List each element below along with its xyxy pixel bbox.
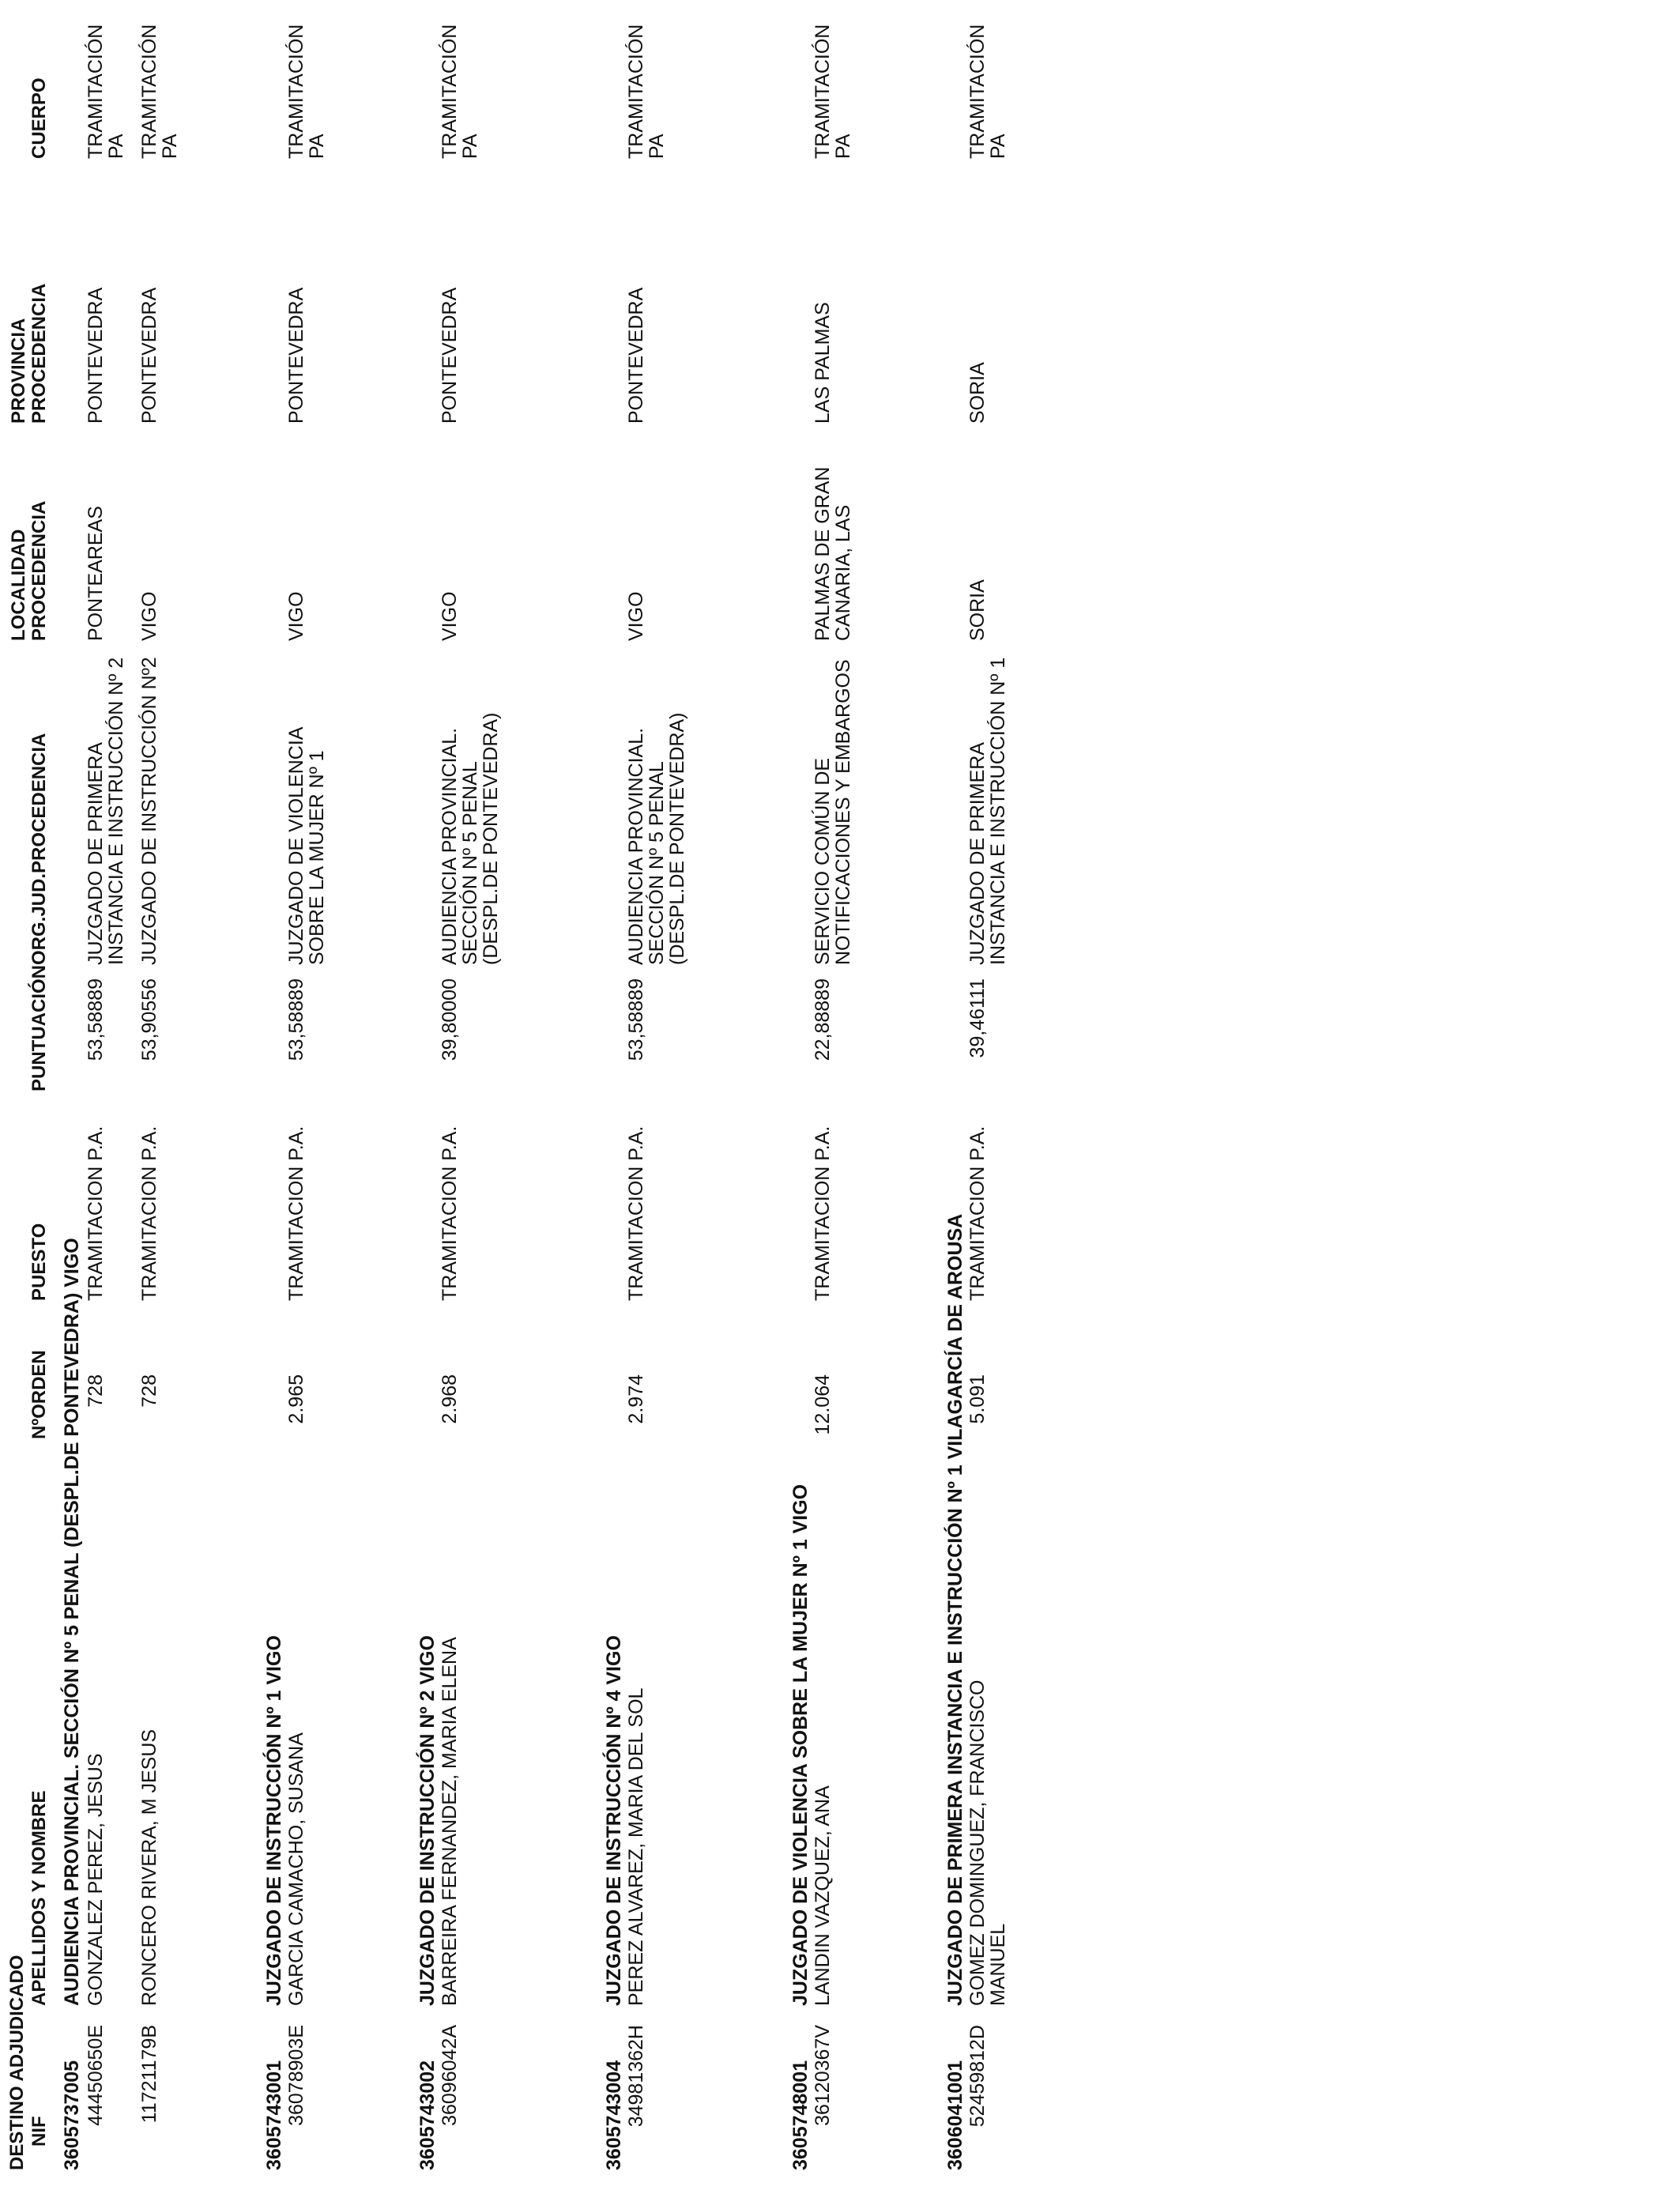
cell-provincia: SORIA [966,362,989,424]
cell-cuerpo-line-2: PA [105,134,127,159]
group-code: 3605743001 [263,2060,285,2170]
group-name: JUZGADO DE PRIMERA INSTANCIA E INSTRUCCIÓN Nº 1 VILAGARCÍA DE AROUSA [944,1213,966,2006]
cell-localidad: VIGO [285,591,307,641]
cell-puntuacion: 53,58889 [285,978,307,1061]
cell-org-line-1: SERVICIO COMÚN DE [812,757,834,965]
group-code: 3605743004 [603,2060,625,2170]
cell-apellidos-line-1: GOMEZ DOMINGUEZ, FRANCISCO [966,1679,989,2006]
cell-cuerpo-line-2: PA [987,134,1009,159]
cell-apellidos: GARCIA CAMACHO, SUSANA [285,1732,307,2006]
cell-provincia: PONTEVEDRA [439,287,461,424]
cell-puesto: TRAMITACION P.A. [625,1125,647,1301]
cell-localidad: PONTEAREAS [85,506,107,641]
cell-provincia: PONTEVEDRA [138,287,160,424]
cell-apellidos: RONCERO RIVERA, M JESUS [138,1728,160,2006]
group-name: JUZGADO DE INSTRUCCIÓN Nº 2 VIGO [416,1635,439,2006]
cell-puesto: TRAMITACION P.A. [439,1125,461,1301]
cell-apellidos: PEREZ ALVAREZ, MARIA DEL SOL [625,1687,647,2006]
header-title: DESTINO ADJUDICADO [6,1955,28,2170]
cell-norden: 2.968 [439,1374,461,1424]
cell-org-line-1: JUZGADO DE INSTRUCCIÓN Nº2 [138,657,160,965]
cell-nif: 36120367V [812,2025,834,2126]
cell-apellidos-line-2: MANUEL [987,1923,1009,2006]
col-header-nif: NIF [28,2116,50,2147]
cell-cuerpo-line-1: TRAMITACIÓN [85,24,107,159]
cell-provincia: PONTEVEDRA [85,287,107,424]
cell-org-line-3: (DESPL.DE PONTEVEDRA) [480,712,502,965]
cell-nif: 34981362H [625,2025,647,2128]
col-header-localidad-1: LOCALIDAD [8,529,29,641]
cell-org-line-2: INSTANCIA E INSTRUCCIÓN Nº 1 [987,657,1009,965]
cell-cuerpo-line-1: TRAMITACIÓN [812,24,834,159]
cell-provincia: LAS PALMAS [812,302,834,424]
cell-cuerpo-line-2: PA [306,134,328,159]
cell-cuerpo-line-2: PA [159,134,181,159]
cell-puesto: TRAMITACION P.A. [138,1125,160,1301]
cell-org-line-1: JUZGADO DE PRIMERA [85,742,107,965]
cell-puesto: TRAMITACION P.A. [812,1125,834,1301]
cell-norden: 2.965 [285,1374,307,1424]
cell-puntuacion: 53,58889 [625,978,647,1061]
cell-norden: 728 [138,1374,160,1408]
group-code: 3606041001 [944,2060,966,2170]
col-header-org: ORG.JUD.PROCEDENCIA [28,733,50,965]
cell-org-line-1: AUDIENCIA PROVINCIAL. [439,727,461,965]
cell-org-line-1: JUZGADO DE VIOLENCIA [285,726,307,965]
cell-localidad: VIGO [625,591,647,641]
cell-norden: 728 [85,1374,107,1408]
cell-nif: 44450650E [85,2025,107,2126]
cell-org-line-1: JUZGADO DE PRIMERA [966,742,989,965]
cell-org-line-2: INSTANCIA E INSTRUCCIÓN Nº 2 [105,657,127,965]
cell-localidad-line-1: PALMAS DE GRAN [812,466,834,641]
cell-puntuacion: 39,46111 [966,978,989,1058]
group-code: 3605737005 [61,2060,83,2170]
cell-norden: 12.064 [812,1374,834,1435]
cell-puesto: TRAMITACION P.A. [966,1125,989,1301]
cell-nif: 11721179B [138,2025,160,2124]
cell-localidad: VIGO [439,591,461,641]
cell-nif: 36096042A [439,2025,461,2126]
cell-cuerpo-line-1: TRAMITACIÓN [138,24,160,159]
cell-norden: 5.091 [966,1374,989,1424]
cell-localidad: SORIA [966,579,989,641]
cell-org-line-2: NOTIFICACIONES Y EMBARGOS [832,659,854,965]
cell-norden: 2.974 [625,1374,647,1424]
cell-provincia: PONTEVEDRA [625,287,647,424]
cell-puesto: TRAMITACION P.A. [85,1125,107,1301]
cell-localidad-line-2: CANARIA, LAS [832,504,854,641]
col-header-provincia-2: PROCEDENCIA [28,283,50,424]
cell-puntuacion: 39,80000 [439,978,461,1061]
cell-nif: 52459812D [966,2025,989,2128]
group-name: JUZGADO DE INSTRUCCIÓN Nº 4 VIGO [603,1635,625,2006]
col-header-provincia-1: PROVINCIA [8,318,29,424]
group-code: 3605748001 [789,2060,812,2170]
cell-cuerpo-line-1: TRAMITACIÓN [285,24,307,159]
cell-org-line-3: (DESPL.DE PONTEVEDRA) [666,712,688,965]
col-header-puesto: PUESTO [28,1223,50,1301]
cell-cuerpo-line-2: PA [832,134,854,159]
col-header-localidad-2: PROCEDENCIA [28,500,50,641]
cell-apellidos: GONZALEZ PEREZ, JESUS [85,1753,107,2006]
cell-apellidos: LANDIN VAZQUEZ, ANA [812,1785,834,2006]
cell-org-line-2: SECCIÓN Nº 5 PENAL [459,761,481,965]
group-name: JUZGADO DE VIOLENCIA SOBRE LA MUJER Nº 1 VIGO [789,1483,812,2006]
cell-cuerpo-line-1: TRAMITACIÓN [625,24,647,159]
cell-puntuacion: 22,88889 [812,978,834,1061]
col-header-apellidos: APELLIDOS Y NOMBRE [28,1790,50,2006]
cell-nif: 36078903E [285,2025,307,2126]
cell-puntuacion: 53,58889 [85,978,107,1061]
group-code: 3605743002 [416,2060,439,2170]
cell-apellidos: BARREIRA FERNANDEZ, MARIA ELENA [439,1637,461,2006]
col-header-cuerpo: CUERPO [28,77,50,159]
cell-cuerpo-line-2: PA [646,134,668,159]
cell-cuerpo-line-1: TRAMITACIÓN [439,24,461,159]
cell-puesto: TRAMITACION P.A. [285,1125,307,1301]
cell-provincia: PONTEVEDRA [285,287,307,424]
group-name: AUDIENCIA PROVINCIAL. SECCIÓN Nº 5 PENAL (DESPL.DE PONTEVEDRA) VIGO [61,1238,83,2006]
cell-cuerpo-line-1: TRAMITACIÓN [966,24,989,159]
cell-cuerpo-line-2: PA [459,134,481,159]
cell-localidad: VIGO [138,591,160,641]
group-name: JUZGADO DE INSTRUCCIÓN Nº 1 VIGO [263,1635,285,2006]
cell-org-line-2: SECCIÓN Nº 5 PENAL [646,761,668,965]
cell-org-line-1: AUDIENCIA PROVINCIAL. [625,727,647,965]
col-header-norden: NºORDEN [28,1350,50,1439]
cell-puntuacion: 53,90556 [138,978,160,1061]
cell-org-line-2: SOBRE LA MUJER Nº 1 [306,750,328,965]
col-header-puntuacion: PUNTUACIÓN [28,965,50,1091]
